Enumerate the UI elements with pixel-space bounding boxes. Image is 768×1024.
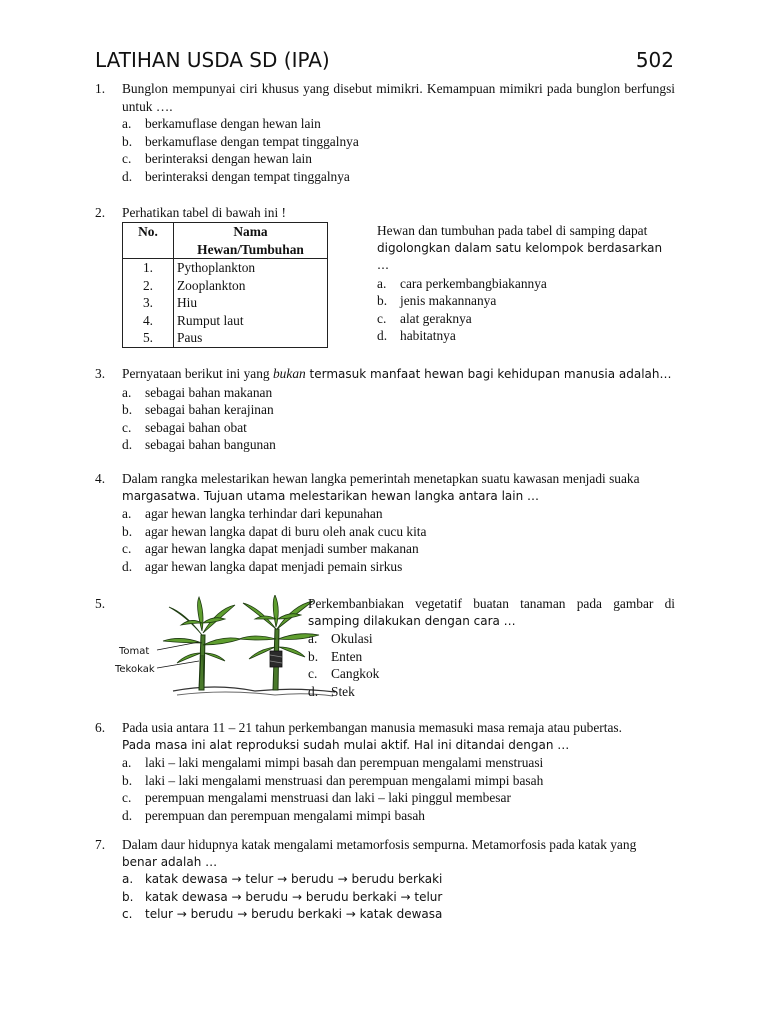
question-intro: Perhatikan tabel di bawah ini ! — [122, 205, 286, 220]
exam-code: 502 — [635, 48, 674, 72]
option-a[interactable]: a. Okulasi — [308, 631, 373, 646]
question-4 — [95, 470, 675, 575]
option-b[interactable]: b. katak dewasa → berudu → berudu berkaki → telur — [122, 889, 443, 904]
question-6 — [95, 719, 675, 824]
option-list — [122, 754, 675, 824]
question-text: Pernyataan berikut ini yang bukan termasuk manfaat hewan bagi kehidupan manusia adalah… — [122, 366, 672, 381]
question-text: Bunglon mempunyai ciri khusus yang disebut mimikri. Kemampuan mimikri pada bunglon berfungsi untuk …. — [122, 81, 675, 114]
label-tekokak: Tekokak — [115, 664, 155, 675]
option-c[interactable]: c. telur → berudu → berudu berkaki → katak dewasa — [122, 907, 443, 921]
question-text-line1: Perkembanbiakan vegetatif buatan tanaman pada gambar di — [308, 596, 675, 611]
question-5 — [95, 595, 675, 705]
question-number: 6. — [95, 720, 106, 735]
option-d[interactable]: d. Stek — [308, 683, 355, 699]
organism-table-wrap — [122, 222, 328, 348]
option-d[interactable]: d. perempuan dan perempuan mengalami mimpi basah — [122, 807, 425, 823]
option-b[interactable]: b. laki – laki mengalami menstruasi dan perempuan mengalami mimpi basah — [122, 772, 544, 788]
table-row: 3. Hiu — [123, 294, 328, 312]
option-c[interactable]: c. berinteraksi dengan hewan lain — [122, 151, 312, 166]
question-text-line2: samping dilakukan dengan cara … — [308, 613, 516, 628]
question-5-right — [308, 595, 675, 700]
question-text: Dalam daur hidupnya katak mengalami metamorfosis sempurna. Metamorfosis pada katak yang benar adalah … — [122, 837, 637, 869]
option-c[interactable]: c. perempuan mengalami menstruasi dan laki – laki pinggul membesar — [122, 790, 511, 805]
option-list — [122, 384, 675, 454]
organism-table — [122, 222, 328, 348]
question-number: 4. — [95, 471, 106, 486]
option-a[interactable]: a. sebagai bahan makanan — [122, 384, 273, 400]
question-3 — [95, 365, 675, 454]
graft-wrap — [270, 651, 282, 667]
table-row: 1. Pythoplankton — [123, 259, 328, 277]
question-number: 1. — [95, 81, 106, 96]
option-list — [122, 871, 675, 924]
question-number: 5. — [95, 596, 106, 611]
option-b[interactable]: b. sebagai bahan kerajinan — [122, 402, 274, 417]
question-text-line2: digolongkan dalam satu kelompok berdasarkan … — [377, 240, 663, 272]
option-b[interactable]: b. jenis makannanya — [377, 293, 497, 308]
table-head-name: Nama Hewan/Tumbuhan — [174, 223, 328, 259]
option-list — [122, 115, 675, 185]
table-row: 5. Paus — [123, 329, 328, 347]
option-b[interactable]: b. Enten — [308, 648, 363, 664]
option-b[interactable]: b. berkamuflase dengan tempat tinggalnya — [122, 133, 359, 149]
question-number: 2. — [95, 205, 106, 220]
option-a[interactable]: a. laki – laki mengalami mimpi basah dan perempuan mengalami menstruasi — [122, 755, 544, 770]
question-number: 3. — [95, 366, 106, 381]
question-text-line1: Hewan dan tumbuhan pada tabel di samping dapat — [377, 223, 648, 238]
option-c[interactable]: c. sebagai bahan obat — [122, 419, 247, 435]
pointer-tomat — [157, 642, 199, 650]
option-c[interactable]: c. agar hewan langka dapat menjadi sumber makanan — [122, 541, 419, 556]
option-a[interactable]: a. katak dewasa → telur → berudu → berudu berkaki — [122, 872, 443, 886]
option-c[interactable]: c. alat geraknya — [377, 310, 472, 326]
option-d[interactable]: d. agar hewan langka dapat menjadi pemain sirkus — [122, 558, 403, 574]
question-2 — [95, 204, 675, 345]
exam-title: LATIHAN USDA SD (IPA) — [95, 48, 330, 72]
table-head-no: No. — [123, 223, 174, 259]
option-c[interactable]: c. Cangkok — [308, 666, 380, 681]
option-d[interactable]: d. habitatnya — [377, 328, 456, 343]
question-1 — [95, 80, 675, 185]
option-a[interactable]: a. cara perkembangbiakannya — [377, 275, 547, 291]
question-text: Pada usia antara 11 – 21 tahun perkembangan manusia memasuki masa remaja atau pubertas. Pada masa ini alat reproduksi sudah mulai aktif. Hal ini ditandai dengan … — [122, 720, 622, 752]
option-a[interactable]: a. agar hewan langka terhindar dari kepunahan — [122, 506, 383, 521]
question-2-right — [377, 222, 677, 345]
option-d[interactable]: d. berinteraksi dengan tempat tinggalnya — [122, 168, 350, 184]
option-list — [122, 505, 675, 575]
question-number: 7. — [95, 837, 106, 852]
option-b[interactable]: b. agar hewan langka dapat di buru oleh anak cucu kita — [122, 523, 427, 539]
question-7 — [95, 836, 675, 924]
option-d[interactable]: d. sebagai bahan bangunan — [122, 437, 276, 452]
option-a[interactable]: a. berkamuflase dengan hewan lain — [122, 116, 321, 131]
table-row: 4. Rumput laut — [123, 312, 328, 330]
label-tomat: Tomat — [119, 646, 150, 657]
question-text: Dalam rangka melestarikan hewan langka pemerintah menetapkan suatu kawasan menjadi suaka margasatwa. Tujuan utama melestarikan hewan langka antara lain … — [122, 471, 640, 503]
table-row: 2. Zooplankton — [123, 277, 328, 295]
